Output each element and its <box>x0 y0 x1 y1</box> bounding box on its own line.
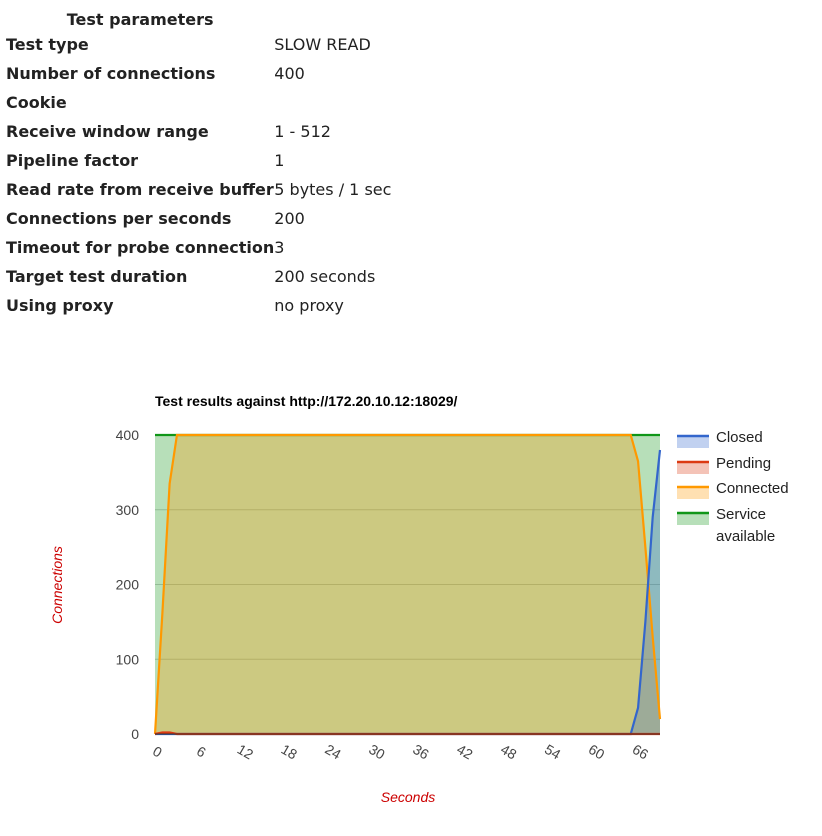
test-parameters-table <box>6 8 391 320</box>
x-tick-label: 54 <box>541 740 564 763</box>
y-tick-label: 400 <box>115 427 139 443</box>
x-tick-label: 24 <box>322 740 344 763</box>
param-row <box>6 291 391 320</box>
param-value: SLOW READ <box>274 35 371 54</box>
param-row <box>6 233 391 262</box>
param-value: 5 bytes / 1 sec <box>274 180 392 199</box>
x-tick-label: 0 <box>150 742 165 761</box>
area-connected <box>155 435 660 734</box>
param-row <box>6 88 391 117</box>
legend-swatch <box>677 513 709 525</box>
x-tick-label: 18 <box>278 740 300 763</box>
param-row <box>6 175 391 204</box>
param-value: 1 <box>274 151 285 170</box>
y-tick-label: 100 <box>115 651 139 668</box>
y-tick-label: 200 <box>115 576 139 593</box>
legend-label: Service available <box>716 506 776 545</box>
param-label: Test type <box>6 35 89 54</box>
param-row <box>6 262 391 291</box>
param-value: 400 <box>274 64 305 83</box>
param-label: Read rate from receive buffer <box>6 180 274 199</box>
x-tick-label: 42 <box>454 740 476 763</box>
legend-swatch <box>677 436 709 448</box>
param-value: 200 <box>274 209 305 228</box>
x-axis-label: Seconds <box>380 789 436 805</box>
param-value <box>274 88 391 117</box>
param-label: Using proxy <box>6 296 114 315</box>
x-tick-label: 66 <box>629 740 652 763</box>
legend-label: Pending <box>716 455 772 472</box>
param-label: Timeout for probe connection <box>6 238 275 257</box>
x-tick-label: 12 <box>234 740 257 763</box>
chart-title: Test results against http://172.20.10.12:18029/ <box>155 393 458 409</box>
x-tick-label: 60 <box>585 740 608 763</box>
legend-swatch <box>677 487 709 499</box>
y-axis-label: Connections <box>49 546 65 624</box>
x-tick-label: 48 <box>498 740 520 763</box>
results-chart <box>0 380 822 836</box>
param-row <box>6 30 391 59</box>
param-value: 3 <box>274 238 285 257</box>
params-heading: Test parameters <box>66 9 214 29</box>
param-row <box>6 59 391 88</box>
param-label: Connections per seconds <box>6 209 232 228</box>
x-tick-label: 6 <box>194 742 209 761</box>
param-label: Cookie <box>6 93 67 112</box>
x-tick-label: 36 <box>410 740 432 763</box>
param-label: Target test duration <box>6 267 188 286</box>
param-row <box>6 204 391 233</box>
y-tick-label: 0 <box>131 726 139 742</box>
legend-swatch <box>677 462 709 474</box>
param-label: Number of connections <box>6 64 216 83</box>
param-value: no proxy <box>274 296 344 315</box>
param-value: 200 seconds <box>274 267 376 286</box>
param-row <box>6 146 391 175</box>
param-value: 1 - 512 <box>274 122 331 141</box>
legend-label: Connected <box>716 480 789 497</box>
param-label: Pipeline factor <box>6 151 139 170</box>
x-tick-label: 30 <box>366 740 388 763</box>
param-label: Receive window range <box>6 122 209 141</box>
legend-label: Closed <box>716 429 763 446</box>
param-row <box>6 117 391 146</box>
y-tick-label: 300 <box>115 501 139 518</box>
